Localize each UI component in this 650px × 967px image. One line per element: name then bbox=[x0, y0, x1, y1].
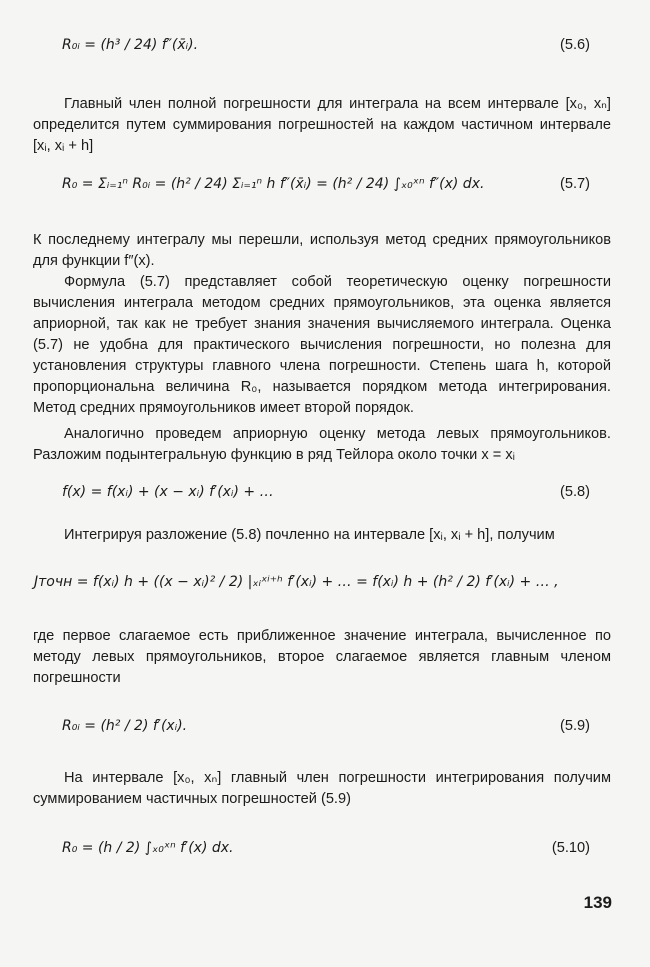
equation-number: (5.8) bbox=[559, 484, 590, 500]
equation-number: (5.7) bbox=[559, 176, 590, 192]
formula: Jточн = f(xᵢ) h + ((x − xᵢ)² / 2) |ₓᵢˣⁱ⁺ʰ f′(xᵢ) + … = f(xᵢ) h + (h² / 2) f′(xᵢ) + … , bbox=[34, 574, 559, 590]
paragraph: Формула (5.7) представляет собой теоретическую оценку погрешности вычисления интеграла методом средних прямоугольников, эта оценка является априорной, так как не требует знания значения вычисляемого интеграла. Оценка (5.7) не удобна для практического вычисления погрешности, но полезна для установления структуры главного члена погрешности. Степень шага h, которой пропорциональна величина R₀, называется порядком метода интегрирования. Метод средних прямоугольников имеет второй порядок. bbox=[33, 274, 611, 416]
paragraph: Аналогично проведем априорную оценку метода левых прямоугольников. Разложим подынтегральную функцию в ряд Тейлора около точки x = xᵢ bbox=[33, 426, 611, 463]
paragraph: На интервале [x₀, xₙ] главный член погрешности интегрирования получим суммированием частичных погрешностей (5.9) bbox=[33, 770, 611, 807]
formula: R₀ᵢ = (h³ / 24) f″(x̄ᵢ). bbox=[62, 37, 199, 53]
equation-number: (5.6) bbox=[559, 37, 590, 53]
formula: f(x) = f(xᵢ) + (x − xᵢ) f′(xᵢ) + … bbox=[62, 484, 274, 500]
formula: R₀ᵢ = (h² / 2) f′(xᵢ). bbox=[62, 718, 188, 734]
paragraph: Главный член полной погрешности для интеграла на всем интервале [x₀, xₙ] определится путем суммирования погрешностей на каждом частичном интервале [xᵢ, xᵢ + h] bbox=[33, 96, 611, 154]
equation-5-6 bbox=[62, 37, 590, 77]
equation-5-9 bbox=[62, 718, 590, 758]
equation-5-7 bbox=[62, 176, 590, 216]
equation-j-exact bbox=[34, 574, 610, 614]
paragraph: Интегрируя разложение (5.8) почленно на интервале [xᵢ, xᵢ + h], получим bbox=[64, 527, 555, 543]
paragraph: К последнему интегралу мы перешли, используя метод средних прямоугольников для функции f″(x). bbox=[33, 232, 611, 269]
equation-number: (5.10) bbox=[551, 840, 590, 856]
formula: R₀ = (h / 2) ∫ₓ₀ˣⁿ f′(x) dx. bbox=[62, 840, 234, 856]
formula: R₀ = Σᵢ₌₁ⁿ R₀ᵢ = (h² / 24) Σᵢ₌₁ⁿ h f″(x̄ᵢ) = (h² / 24) ∫ₓ₀ˣⁿ f″(x) dx. bbox=[62, 176, 485, 192]
equation-number: (5.9) bbox=[559, 718, 590, 734]
equation-5-8 bbox=[62, 484, 590, 524]
paragraph: где первое слагаемое есть приближенное значение интеграла, вычисленное по методу левых прямоугольников, второе слагаемое является главным членом погрешности bbox=[33, 628, 611, 686]
equation-5-10 bbox=[62, 840, 590, 880]
page-number: 139 bbox=[583, 893, 612, 912]
